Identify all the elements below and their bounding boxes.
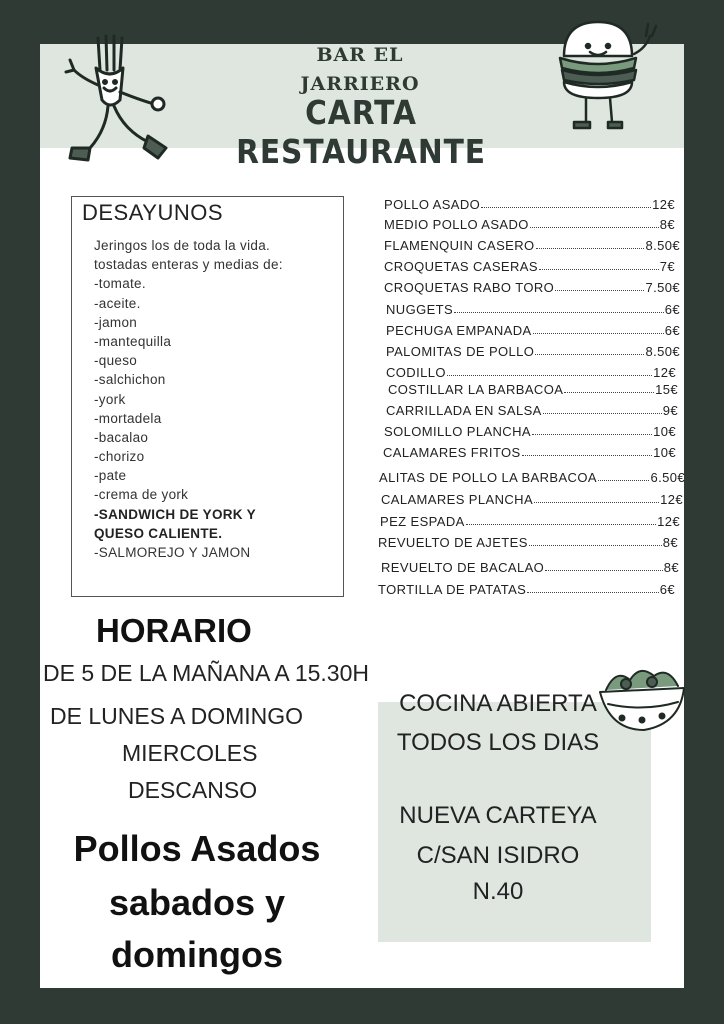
leader-dots <box>481 207 651 208</box>
leader-dots <box>522 455 652 456</box>
menu-item-name: MEDIO POLLO ASADO <box>384 217 529 232</box>
menu-item-name: COSTILLAR LA BARBACOA <box>388 382 564 397</box>
menu-item-name: TORTILLA DE PATATAS <box>378 582 527 597</box>
desayunos-line: -tomate. <box>94 276 146 292</box>
desayunos-line: -mantequilla <box>94 333 172 349</box>
menu-item <box>381 557 679 575</box>
menu-item <box>378 579 675 597</box>
leader-dots <box>534 502 659 503</box>
horario-closed-day: MIERCOLES <box>122 740 258 766</box>
menu-item-price: 15€ <box>655 382 678 397</box>
desayunos-list <box>94 236 334 562</box>
leader-dots <box>447 375 652 376</box>
menu-item-price: 7.50€ <box>645 280 680 295</box>
pollos-line2: sabados y <box>108 882 286 923</box>
menu-item-name: PALOMITAS DE POLLO <box>386 344 535 359</box>
desayunos-line: -salchichon <box>94 372 166 388</box>
menu-item-name: CROQUETAS RABO TORO <box>384 280 555 295</box>
menu-item-price: 8€ <box>662 535 678 550</box>
leader-dots <box>543 413 662 414</box>
desayunos-line: tostadas enteras y medias de: <box>94 257 283 273</box>
menu-item <box>380 511 680 529</box>
menu-item-name: REVUELTO DE AJETES <box>378 535 528 550</box>
menu-item-price: 8.50€ <box>645 238 680 253</box>
horario-closed-label: DESCANSO <box>128 777 258 803</box>
menu-item-price: 12€ <box>660 492 683 507</box>
menu-item-name: CALAMARES PLANCHA <box>381 492 534 507</box>
menu-item-price: 12€ <box>657 514 680 529</box>
menu-item-name: REVUELTO DE BACALAO <box>381 560 545 575</box>
menu-item-price: 12€ <box>652 197 675 212</box>
leader-dots <box>539 269 659 270</box>
desayunos-line: -chorizo <box>94 449 145 465</box>
menu-item <box>378 532 678 550</box>
menu-item-name: NUGGETS <box>386 302 454 317</box>
leader-dots <box>564 392 654 393</box>
menu-item <box>384 235 680 253</box>
leader-dots <box>535 354 644 355</box>
menu-item <box>384 214 675 232</box>
desayunos-line: QUESO CALIENTE. <box>94 525 223 541</box>
menu-item-price: 10€ <box>653 424 676 439</box>
menu-item <box>386 320 680 338</box>
leader-dots <box>454 312 664 313</box>
menu-item-name: PEZ ESPADA <box>380 514 465 529</box>
cocina-line1: COCINA ABIERTA <box>399 690 597 717</box>
desayunos-line: -jamon <box>94 314 138 330</box>
pollos-line1: Pollos Asados <box>73 828 321 869</box>
desayunos-line: -york <box>94 391 126 407</box>
menu-item <box>386 299 680 317</box>
menu-item-price: 10€ <box>653 445 676 460</box>
desayunos-line: -SALMOREJO Y JAMON <box>94 545 251 560</box>
leader-dots <box>527 592 659 593</box>
menu-item-name: FLAMENQUIN CASERO <box>384 238 535 253</box>
desayunos-line: -aceite. <box>94 295 141 311</box>
pollos-line3: domingos <box>111 934 283 975</box>
desayunos-line: -crema de york <box>94 487 189 503</box>
leader-dots <box>545 570 663 571</box>
menu-item-name: ALITAS DE POLLO LA BARBACOA <box>379 470 597 485</box>
address-number: N.40 <box>472 878 524 905</box>
fork-mascot-icon <box>60 30 180 175</box>
menu-item-name: CALAMARES FRITOS <box>383 445 521 460</box>
cocina-line2: TODOS LOS DIAS <box>396 729 600 756</box>
desayunos-line: -queso <box>94 353 138 369</box>
menu-item-price: 6€ <box>664 323 680 338</box>
menu-item <box>381 489 683 507</box>
leader-dots <box>529 545 662 546</box>
menu-item-price: 6.50€ <box>650 470 685 485</box>
desayunos-line: -SANDWICH DE YORK Y <box>94 506 256 522</box>
desayunos-line: -mortadela <box>94 410 162 426</box>
desayunos-line: -pate <box>94 468 127 484</box>
menu-item <box>379 467 685 485</box>
menu-item-price: 7€ <box>659 259 675 274</box>
leader-dots <box>536 248 645 249</box>
leader-dots <box>555 290 644 291</box>
menu-item <box>384 421 676 439</box>
address-town: NUEVA CARTEYA <box>399 802 597 829</box>
menu-item <box>384 194 675 212</box>
menu-item-price: 6€ <box>659 582 675 597</box>
menu-item-name: SOLOMILLO PLANCHA <box>384 424 531 439</box>
menu-item-price: 6€ <box>664 302 680 317</box>
salad-bowl-icon <box>596 660 688 740</box>
menu-item <box>386 362 676 380</box>
menu-item-price: 8.50€ <box>645 344 680 359</box>
menu-item-name: CARRILLADA EN SALSA <box>386 403 542 418</box>
menu-item-price: 8€ <box>659 217 675 232</box>
leader-dots <box>598 480 650 481</box>
address-street: C/SAN ISIDRO <box>416 842 580 869</box>
menu-item-price: 9€ <box>662 403 678 418</box>
horario-title: HORARIO <box>96 612 252 649</box>
desayunos-line: Jeringos los de toda la vida. <box>94 238 271 253</box>
leader-dots <box>532 434 652 435</box>
horario-days: DE LUNES A DOMINGO <box>50 703 304 729</box>
desayunos-title: DESAYUNOS <box>82 200 224 225</box>
bar-name-line2: JARRIERO <box>300 73 420 95</box>
menu-item-price: 12€ <box>653 365 676 380</box>
menu-item <box>384 277 680 295</box>
menu-item <box>386 341 680 359</box>
menu-item <box>386 400 678 418</box>
menu-item <box>384 256 675 274</box>
menu-item-name: CROQUETAS CASERAS <box>384 259 538 274</box>
menu-item-name: POLLO ASADO <box>384 197 481 212</box>
leader-dots <box>466 524 656 525</box>
horario-hours: DE 5 DE LA MAÑANA A 15.30H <box>43 660 369 686</box>
menu-item-name: CODILLO <box>386 365 446 380</box>
bar-name-line1: BAR EL <box>316 44 404 66</box>
page-title: CARTA RESTAURANTE <box>236 93 486 171</box>
menu-item-name: PECHUGA EMPANADA <box>386 323 532 338</box>
leader-dots <box>533 333 664 334</box>
menu-item-price: 8€ <box>663 560 679 575</box>
burger-mascot-icon <box>550 14 670 134</box>
menu-item <box>388 379 678 397</box>
leader-dots <box>530 227 659 228</box>
menu-item <box>383 442 676 460</box>
desayunos-line: -bacalao <box>94 429 149 445</box>
